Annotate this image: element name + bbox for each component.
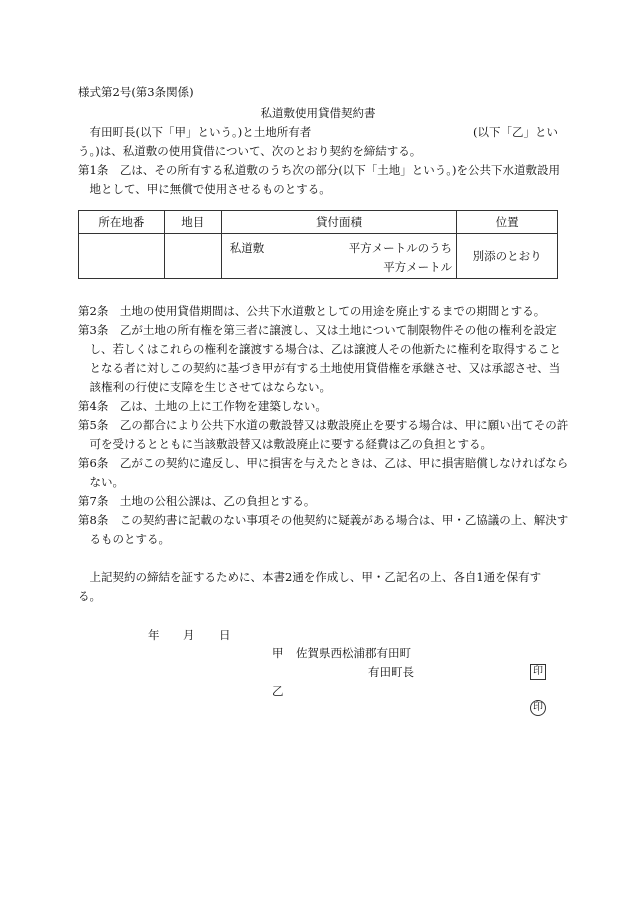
closing-paragraph: 上記契約の締結を証するために、本書2通を作成し、甲・乙記名の上、各自1通を保有する。: [78, 570, 542, 603]
cell-location: 別添のとおり: [457, 234, 558, 279]
date-year: 年: [148, 628, 160, 642]
intro-line-1: [78, 123, 558, 142]
intro-paragraph: [78, 123, 558, 161]
party-a-title: 有田町長: [368, 665, 414, 679]
intro-line-2: う。)は、私道敷の使用貸借について、次のとおり契約を締結する。: [78, 144, 422, 158]
articles-block: [78, 302, 570, 549]
cell-land-category: [164, 234, 221, 279]
area-sqm-of-which: 平方メートルのうち: [348, 241, 453, 255]
area-private-road: 私道敷: [229, 241, 265, 255]
header-land-category: 地目: [164, 211, 221, 234]
article-8: 第8条 この契約書に記載のない事項その他契約に疑義がある場合は、甲・乙協議の上、解決するものとする。: [78, 513, 569, 546]
article-1: 第1条 乙は、その所有する私道敷のうち次の部分(以下「土地」という。)を公共下水道敷設用地として、甲に無償で使用させるものとする。: [78, 163, 561, 196]
party-a-label: 甲: [272, 646, 284, 660]
cell-lot-number: [79, 234, 165, 279]
form-number-label: 様式第2号(第3条関係): [78, 85, 194, 99]
header-location: 位置: [457, 211, 558, 234]
document-title: 私道敷使用貸借契約書: [260, 106, 376, 120]
header-lease-area: 貸付面積: [221, 211, 456, 234]
article-6: 第6条 乙がこの契約に違反し、甲に損害を与えたときは、乙は、甲に損害賠償しなければならない。: [78, 456, 569, 489]
area-sqm: 平方メートル: [383, 260, 453, 274]
table-header-row: [79, 211, 558, 234]
party-a-address: 佐賀県西松浦郡有田町: [296, 646, 411, 660]
date-day: 日: [219, 628, 231, 642]
article-7: 第7条 土地の公租公課は、乙の負担とする。: [78, 494, 316, 508]
header-lot-number: 所在地番: [79, 211, 165, 234]
party-b-label: 乙: [272, 684, 284, 698]
article-3: 第3条 乙が土地の所有権を第三者に譲渡し、又は土地について制限物件その他の権利を設定し、若しくはこれらの権利を譲渡する場合は、乙は譲渡人その他新たに権利を取得することとなる者に対しこの契約に基づき甲が有する土地使用貸借権を承継させ、又は承認させ、当該権利の行使に支障を生じさせてはならない。: [78, 323, 561, 394]
article-2: 第2条 土地の使用貸借期間は、公共下水道敷としての用途を廃止するまでの期間とする。: [78, 304, 546, 318]
party-a-seal-icon: 印: [530, 664, 546, 680]
intro-left-text: 有田町長(以下「甲」という。)と土地所有者: [89, 125, 312, 139]
table-row: [79, 234, 558, 279]
party-b-seal-icon: 印: [530, 700, 546, 716]
article-4: 第4条 乙は、土地の上に工作物を建築しない。: [78, 399, 327, 413]
cell-lease-area: [221, 234, 456, 279]
intro-right-text: (以下「乙」とい: [473, 125, 558, 139]
land-table: [78, 210, 558, 279]
date-month: 月: [183, 628, 195, 642]
article-5: 第5条 乙の都合により公共下水道の敷設替又は敷設廃止を要する場合は、甲に願い出てその許可を受けるとともに当該敷設替又は敷設廃止に要する経費は乙の負担とする。: [78, 418, 569, 451]
